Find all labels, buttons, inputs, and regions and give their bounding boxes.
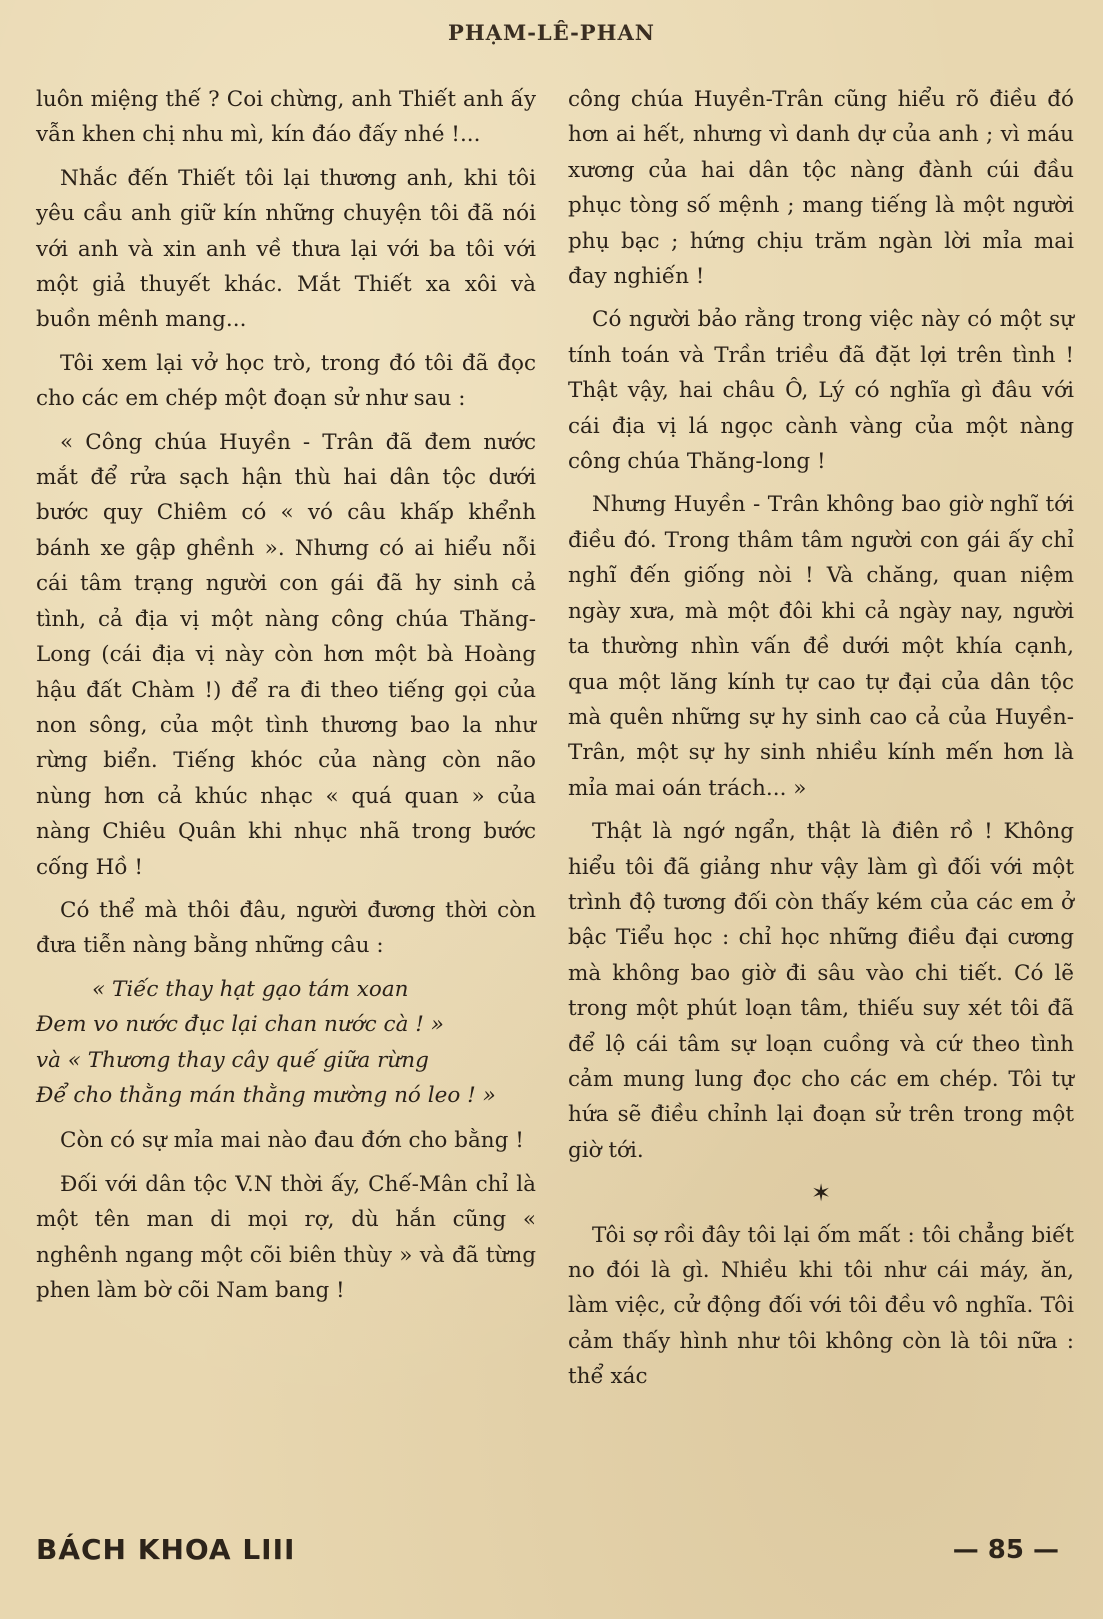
magazine-footer: BÁCH KHOA LIII — [36, 1533, 296, 1566]
paragraph: công chúa Huyền-Trân cũng hiểu rõ điều đó hơn ai hết, nhưng vì danh dự của anh ; vì máu xương của hai dân tộc nàng đành cúi đầu phục tòng số mệnh ; mang tiếng là một người phụ bạc ; hứng chịu trăm ngàn lời mỉa mai đay nghiến ! — [568, 87, 1074, 290]
paragraph: Có người bảo rằng trong việc này có một sự tính toán và Trần triều đã đặt lợi trên tình ! Thật vậy, hai châu Ô, Lý có nghĩa gì đâu với cái địa vị lá ngọc cành vàng của một nàng công chúa Thăng-long ! — [568, 307, 1074, 475]
poem-line: Để cho thằng mán thằng mường nó leo ! » — [36, 1082, 496, 1108]
poem-line: Đem vo nước đục lại chan nước cà ! » — [36, 1012, 444, 1038]
paragraph: Thật là ngớ ngẩn, thật là điên rồ ! Không hiểu tôi đã giảng như vậy làm gì đối với một trình độ tương đối còn thấy kém của các em ở bậc Tiểu học : chỉ học những điều đại cương mà không bao giờ đi sâu vào chi tiết. Có lẽ trong một phút loạn tâm, thiếu suy xét tôi đã để lộ cái tâm sự loạn cuồng và cứ theo tình cảm mung lung đọc cho các em chép. Tôi tự hứa sẽ điều chỉnh lại đoạn sử trên trong một giờ tới. — [568, 819, 1074, 1163]
folk-poem — [36, 972, 536, 1114]
section-separator-icon: ✶ — [810, 1179, 832, 1208]
page-number: — 85 — — [952, 1535, 1059, 1565]
paragraph: Có thể mà thôi đâu, người đương thời còn đưa tiễn nàng bằng những câu : — [36, 897, 536, 959]
paragraph: Còn có sự mỉa mai nào đau đớn cho bằng ! — [60, 1128, 524, 1154]
poem-line: và « Thương thay cây quế giữa rừng — [36, 1047, 429, 1073]
paragraph: Tôi sợ rồi đây tôi lại ốm mất : tôi chẳng biết no đói là gì. Nhiều khi tôi như cái máy, ăn, làm việc, cử động đối với tôi đều vô nghĩa. Tôi cảm thấy hình như tôi không còn là tôi nữa : thể xác — [568, 1222, 1074, 1390]
paragraph: Tôi xem lại vở học trò, trong đó tôi đã đọc cho các em chép một đoạn sử như sau : — [36, 350, 536, 412]
running-title: PHẠM-LÊ-PHAN — [448, 20, 655, 45]
paragraph: Nhắc đến Thiết tôi lại thương anh, khi tôi yêu cầu anh giữ kín những chuyện tôi đã nói với anh và xin anh về thưa lại với ba tôi với một giả thuyết khác. Mắt Thiết xa xôi và buồn mênh mang... — [36, 165, 536, 333]
poem-line: « Tiếc thay hạt gạo tám xoan — [92, 976, 409, 1002]
left-column — [36, 82, 536, 1316]
quoted-history-paragraph: « Công chúa Huyền - Trân đã đem nước mắt để rửa sạch hận thù hai dân tộc dưới bước quy Chiêm có « vó câu khấp khểnh bánh xe gập ghềnh ». Nhưng có ai hiểu nỗi cái tâm trạng người con gái đã hy sinh cả tình, cả địa vị một nàng công chúa Thăng-Long (cái địa vị này còn hơn một bà Hoàng hậu đất Chàm !) để ra đi theo tiếng gọi của non sông, của một tình thương bao la như rừng biển. Tiếng khóc của nàng còn não nùng hơn cả khúc nhạc « quá quan » của nàng Chiêu Quân khi nhục nhã trong bước cống Hồ ! — [36, 429, 536, 880]
paragraph: luôn miệng thế ? Coi chừng, anh Thiết anh ấy vẫn khen chị nhu mì, kín đáo đấy nhé !... — [36, 87, 536, 148]
right-column — [568, 82, 1074, 1403]
paragraph: Nhưng Huyền - Trân không bao giờ nghĩ tới điều đó. Trong thâm tâm người con gái ấy chỉ nghĩ đến giống nòi ! Và chăng, quan niệm ngày xưa, mà một đôi khi cả ngày nay, người ta thường nhìn vấn đề dưới một khía cạnh, qua một lăng kính tự cao tự đại của dân tộc mà quên những sự hy sinh cao cả của Huyền-Trân, một sự hy sinh nhiều kính mến hơn là mỉa mai oán trách... » — [568, 492, 1074, 801]
paragraph: Đối với dân tộc V.N thời ấy, Chế-Mân chỉ là một tên man di mọi rợ, dù hắn cũng « nghênh ngang một cõi biên thùy » và đã từng phen làm bờ cõi Nam bang ! — [36, 1171, 536, 1303]
